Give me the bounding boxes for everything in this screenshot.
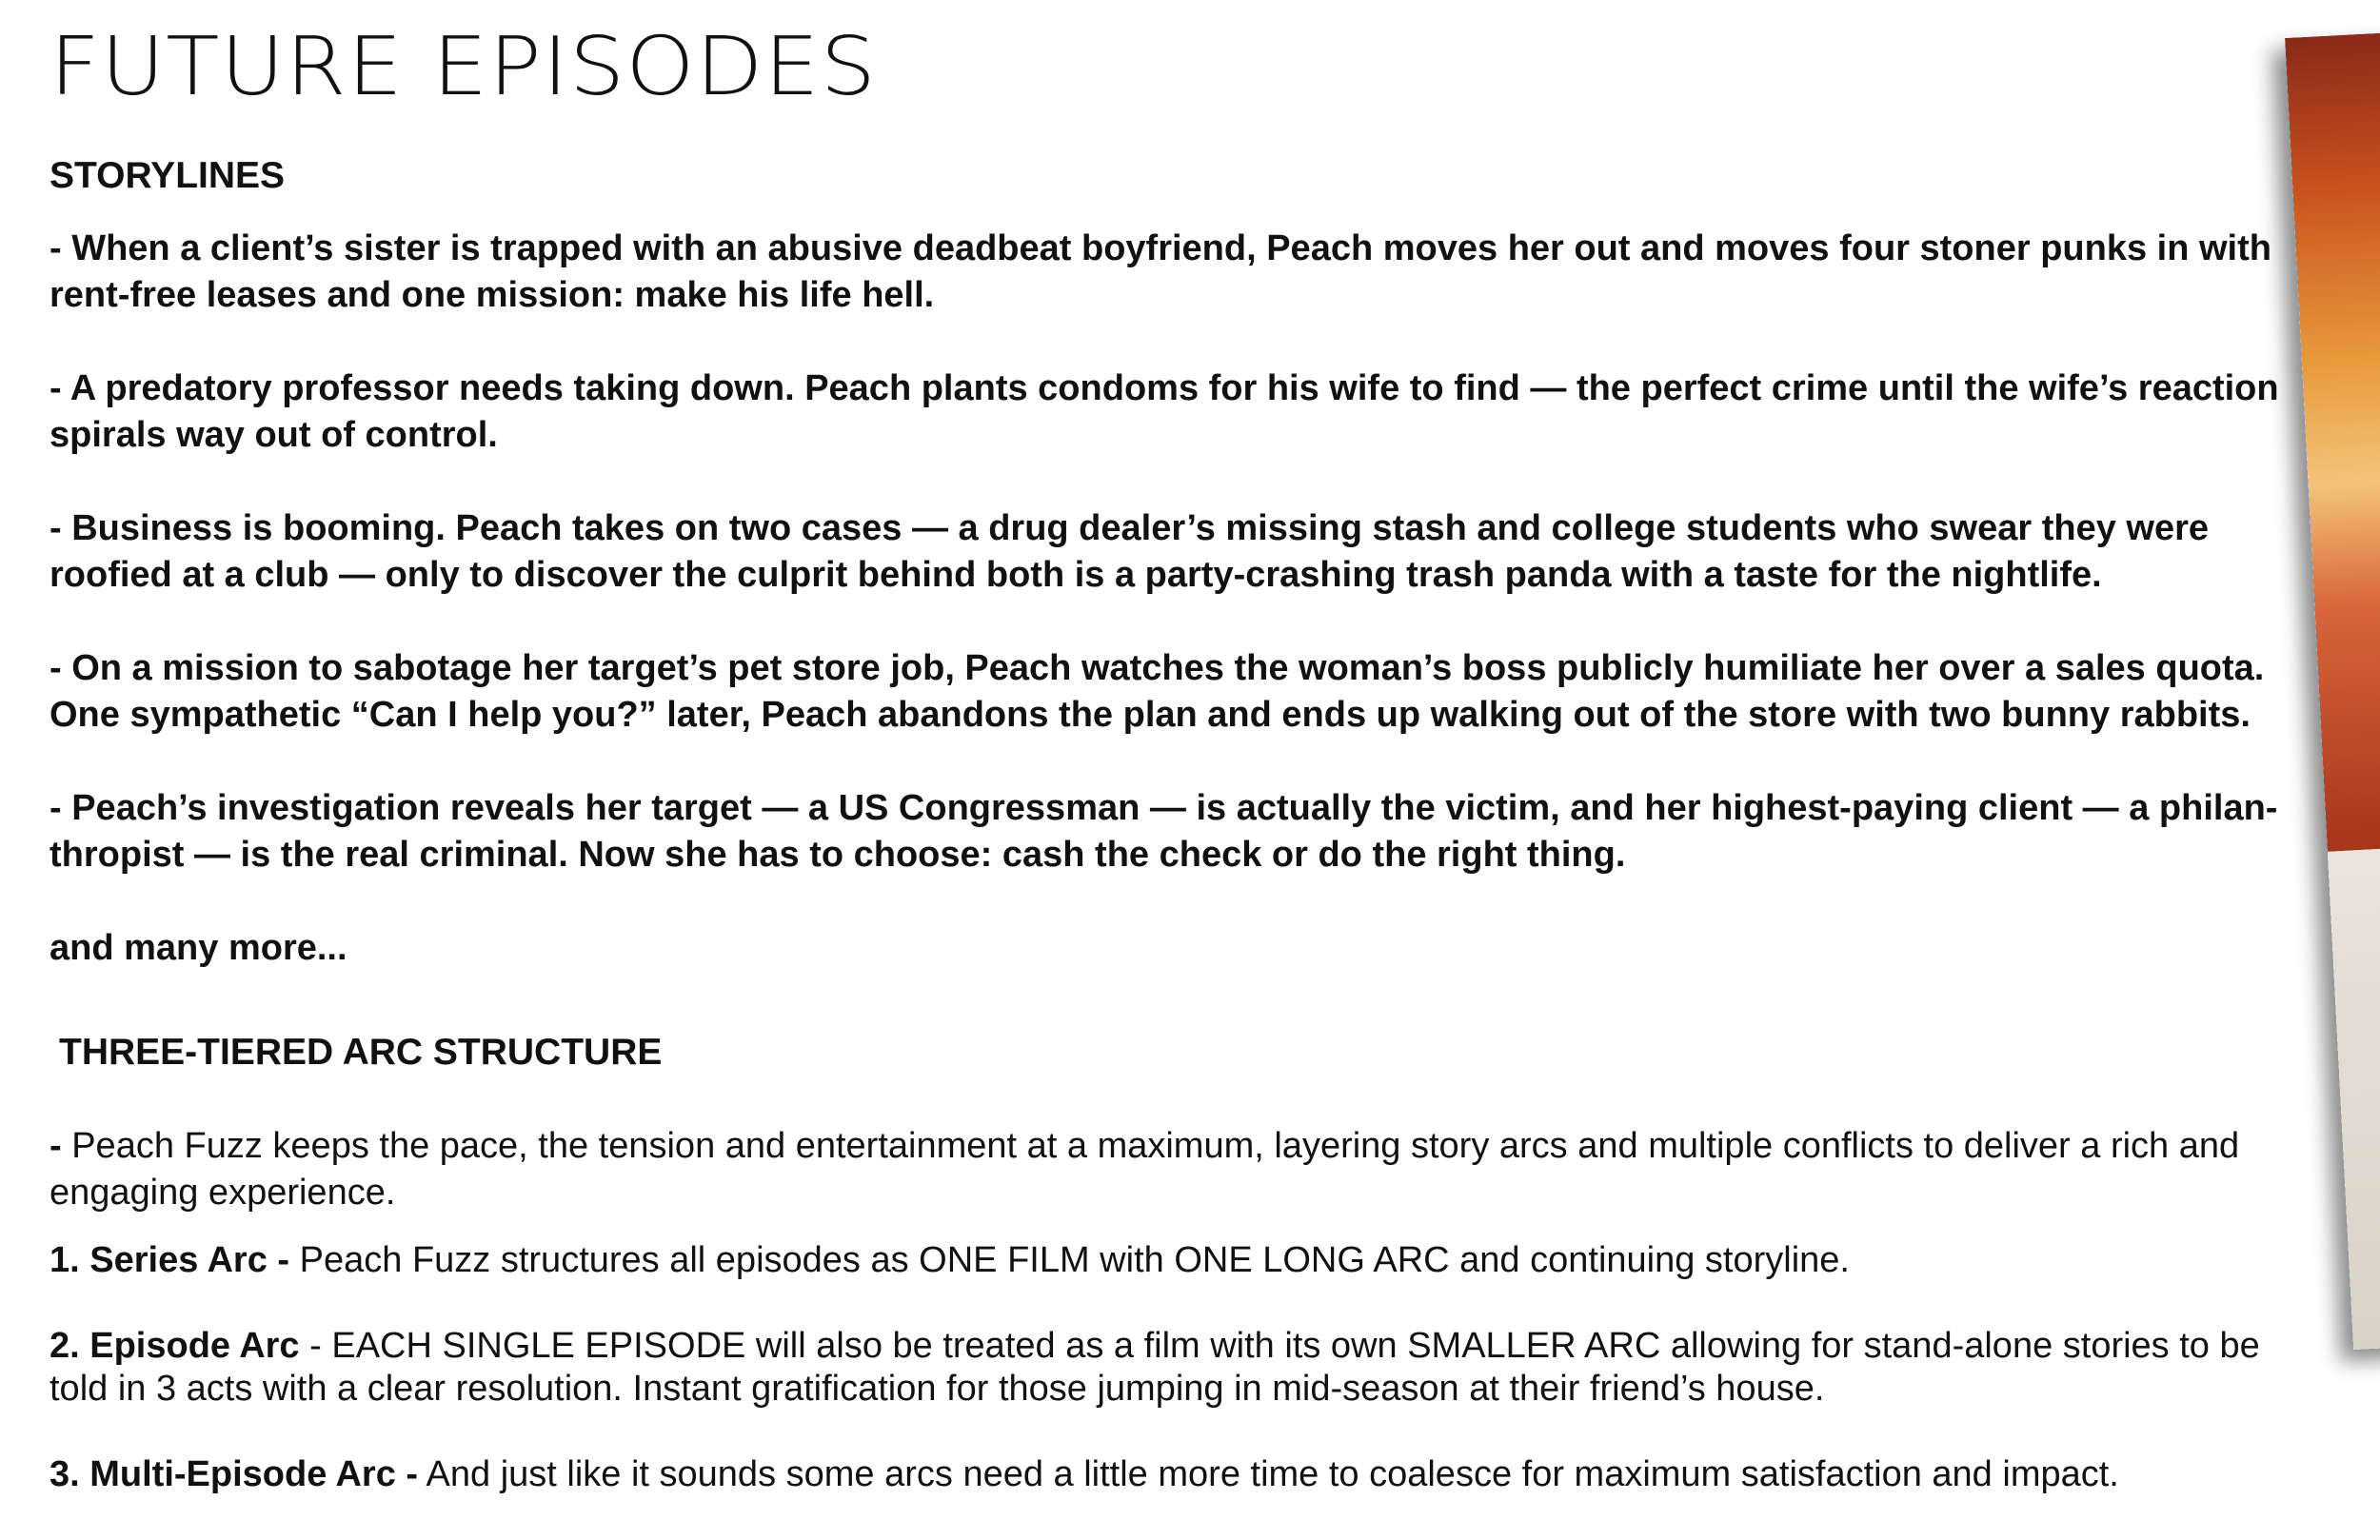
arc-list	[50, 1239, 2296, 1496]
arc-item-multi-episode	[50, 1453, 2296, 1496]
storyline-item: - On a mission to sabotage her target’s pet store job, Peach watches the woman’s boss publicly humiliate her over a sales quota. One sympathetic “Can I help you?” later, Peach abandons the plan and ends up walking out of the store with two bunny rabbits.	[50, 647, 2265, 735]
storyline-item: - Peach’s investigation reveals her target — a US Congressman — is actually the victim, and her highest-paying client — a philanthropist — is the real criminal. Now she has to choose: cash the check or do the right thing.	[50, 787, 2278, 875]
arc-name: 3. Multi-Episode Arc -	[50, 1453, 419, 1494]
storyline-item: - When a client’s sister is trapped with an abusive deadbeat boyfriend, Peach moves her out and moves four stoner punks in with rent-free leases and one mission: make his life hell.	[50, 227, 2271, 315]
arc-name: 1. Series Arc -	[50, 1239, 290, 1280]
arc-description: - EACH SINGLE EPISODE will also be treated as a film with its own SMALLER ARC allowing for stand-alone stories to be told in 3 acts with a clear resolution. Instant gratification for those jumping in mid-season at their friend’s house.	[50, 1325, 2260, 1409]
storyline-item: - Business is booming. Peach takes on two cases — a drug dealer’s missing stash and college students who swear they were roofied at a club — only to discover the culprit behind both is a party-crashing trash panda with a taste for the nightlife.	[50, 507, 2210, 595]
arc-structure-heading: THREE-TIERED ARC STRUCTURE	[59, 1031, 663, 1073]
page-title: FUTURE EPISODES	[50, 19, 878, 114]
storyline-item: - A predatory professor needs taking down. Peach plants condoms for his wife to find — the perfect crime until the wife’s reaction spirals way out of control.	[50, 367, 2279, 455]
storylines-list	[50, 226, 2296, 879]
photo-sketch-area	[2328, 840, 2380, 1350]
sketch-lines-icon	[2328, 840, 2380, 1350]
arc-item-episode	[50, 1325, 2296, 1411]
arc-item-series	[50, 1239, 2296, 1282]
arc-description: Peach Fuzz structures all episodes as ONE FILM with ONE LONG ARC and continuing storyline.	[289, 1239, 1850, 1280]
more-note: and many more...	[50, 927, 347, 968]
arc-name: 2. Episode Arc	[50, 1325, 300, 1366]
storylines-heading: STORYLINES	[50, 155, 286, 196]
arc-intro-text: Peach Fuzz keeps the pace, the tension and entertainment at a maximum, layering story arcs and multiple conflicts to deliver a rich and engaging experience.	[50, 1125, 2240, 1213]
arc-intro	[50, 1123, 2296, 1216]
arc-intro-dash: -	[50, 1125, 62, 1166]
arc-description: And just like it sounds some arcs need a little more time to coalesce for maximum satisfaction and impact.	[418, 1453, 2119, 1494]
decorative-photo-edge	[2285, 27, 2380, 1350]
photo-warm-scene	[2285, 27, 2380, 851]
content-column	[50, 19, 2296, 1539]
